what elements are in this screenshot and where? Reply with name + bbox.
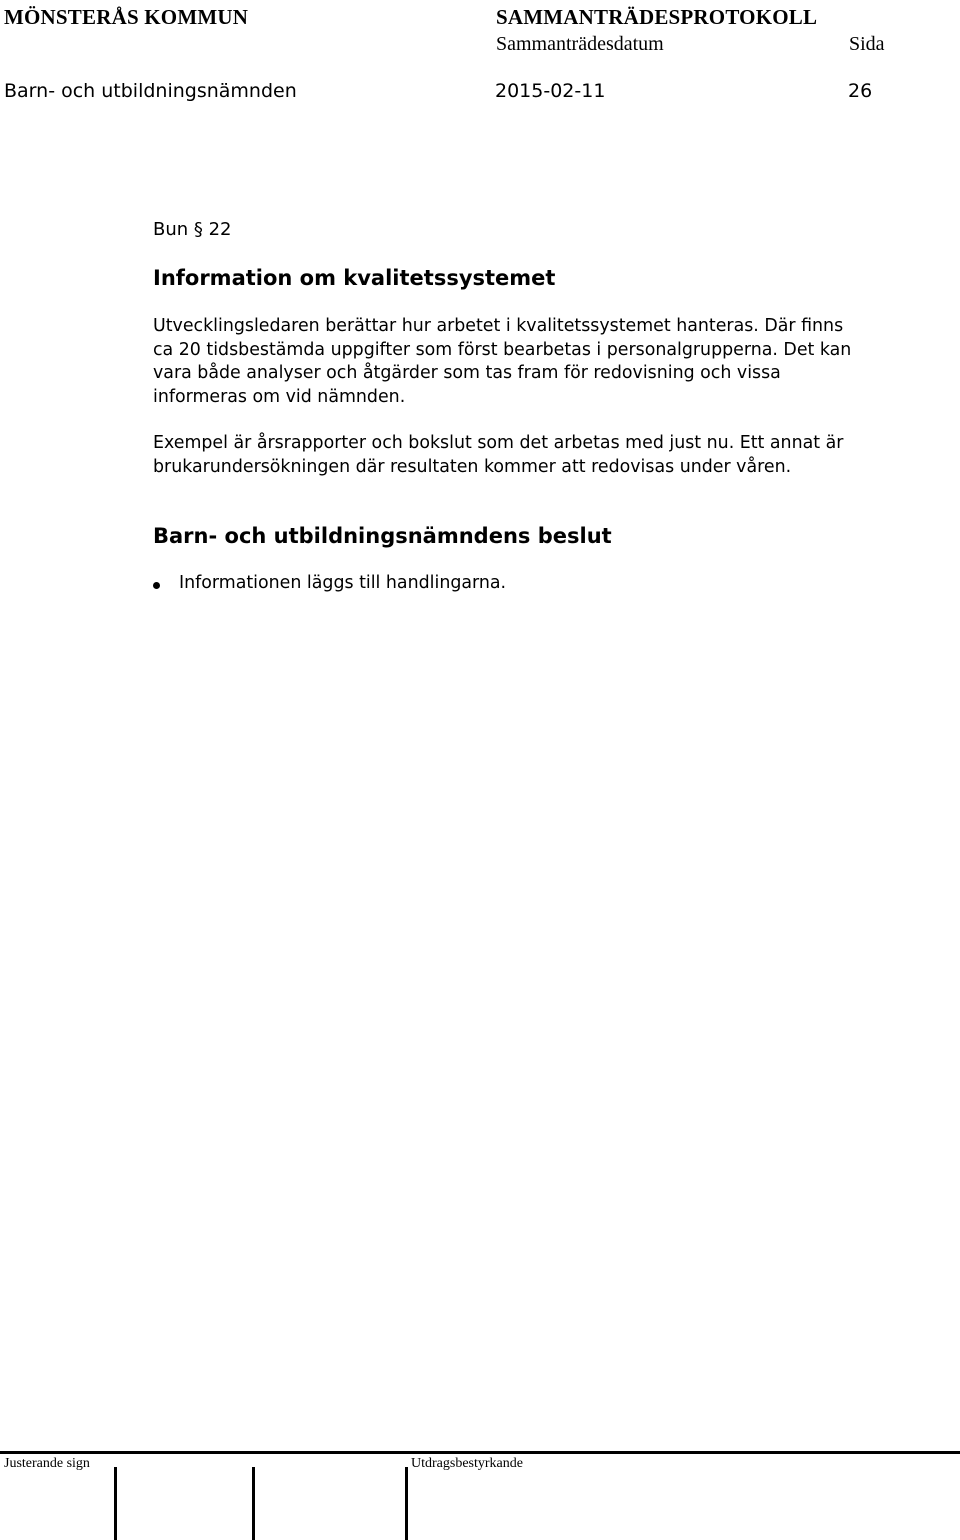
paragraph-1-line: vara både analyser och åtgärder som tas fram för redovisning och vissa [153,363,781,384]
municipality-name: MÖNSTERÅS KOMMUN [4,5,249,29]
meeting-date-label: Sammanträdesdatum [496,33,664,55]
extract-certification-label: Utdragsbestyrkande [411,1456,523,1471]
paragraph-1-line: informeras om vid nämnden. [153,387,406,408]
body-paragraph-2 [153,432,943,479]
paragraph-1-line: Utvecklingsledaren berättar hur arbetet i kvalitetssystemet hanteras. Där finns [153,316,844,336]
decision-list [153,573,506,593]
bullet-icon [153,582,160,589]
section-heading: Information om kvalitetssystemet [153,266,556,290]
footer-rule [0,1451,960,1454]
signature-box-divider [405,1467,408,1540]
signature-label: Justerande sign [4,1456,90,1471]
committee-name: Barn- och utbildningsnämnden [4,80,297,102]
document-type: SAMMANTRÄDESPROTOKOLL [496,5,818,29]
decision-heading: Barn- och utbildningsnämndens beslut [153,524,612,548]
signature-box-divider [114,1467,117,1540]
body-paragraph-1 [153,315,943,410]
paragraph-id: Bun § 22 [153,219,232,240]
paragraph-2-line: Exempel är årsrapporter och bokslut som det arbetas med just nu. Ett annat är [153,433,844,453]
paragraph-2-line: brukarundersökningen där resultaten kommer att redovisas under våren. [153,456,792,477]
meeting-date: 2015-02-11 [495,80,606,102]
decision-item [153,573,506,593]
page-label: Sida [849,33,885,55]
paragraph-1-line: ca 20 tidsbestämda uppgifter som först bearbetas i personalgrupperna. Det kan [153,339,852,360]
decision-text: Informationen läggs till handlingarna. [179,573,507,593]
page-number: 26 [848,80,873,102]
signature-box-divider [252,1467,255,1540]
